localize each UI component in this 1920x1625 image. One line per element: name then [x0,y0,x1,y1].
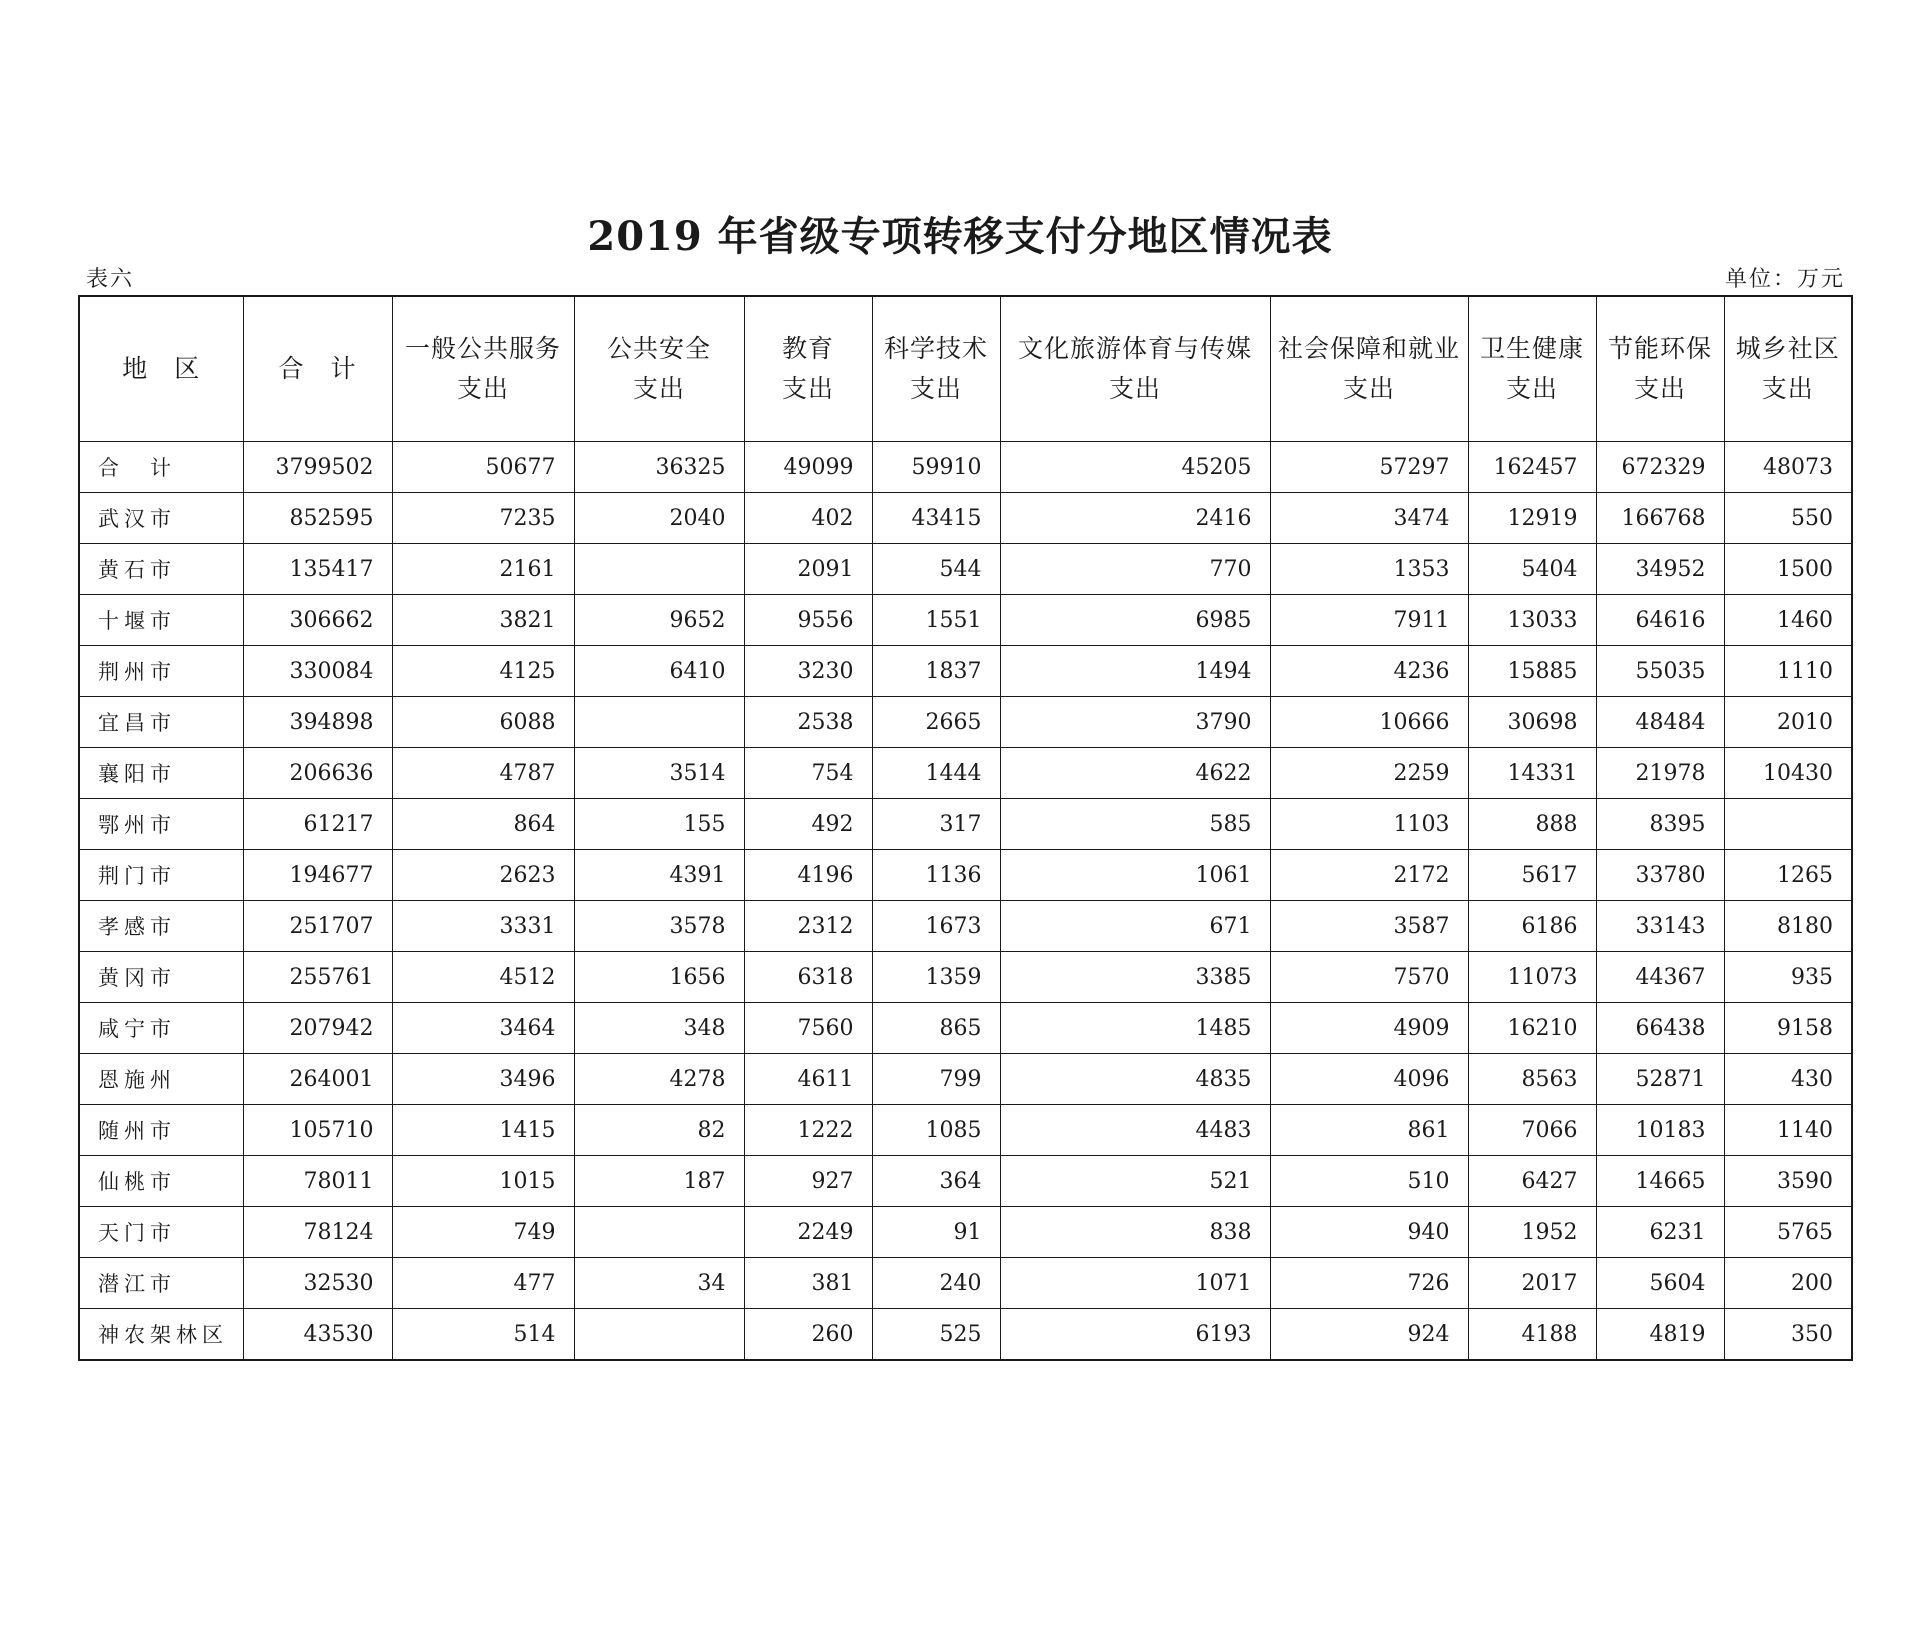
value-cell: 5617 [1468,850,1596,901]
value-cell: 3385 [1000,952,1270,1003]
value-cell: 11073 [1468,952,1596,1003]
value-cell: 4787 [392,748,574,799]
region-name-cell: 鄂州市 [79,799,243,850]
table-row [79,493,1852,544]
region-name-cell: 神农架林区 [79,1309,243,1361]
value-cell: 6985 [1000,595,1270,646]
value-cell: 7560 [744,1003,872,1054]
value-cell: 2623 [392,850,574,901]
value-cell: 50677 [392,442,574,493]
value-cell: 30698 [1468,697,1596,748]
column-header-line2: 支出 [1761,374,1814,403]
value-cell: 4835 [1000,1054,1270,1105]
value-cell: 7570 [1270,952,1468,1003]
value-cell: 521 [1000,1156,1270,1207]
value-cell: 4819 [1596,1309,1724,1361]
value-cell: 32530 [243,1258,392,1309]
value-cell: 1551 [872,595,1000,646]
value-cell: 6186 [1468,901,1596,952]
value-cell: 3514 [574,748,744,799]
value-cell: 4196 [744,850,872,901]
value-cell: 1460 [1724,595,1852,646]
value-cell: 264001 [243,1054,392,1105]
value-cell: 9158 [1724,1003,1852,1054]
column-header-line1: 合 计 [278,354,357,383]
value-cell: 33780 [1596,850,1724,901]
value-cell: 10183 [1596,1105,1724,1156]
value-cell: 2017 [1468,1258,1596,1309]
value-cell: 162457 [1468,442,1596,493]
value-cell: 1110 [1724,646,1852,697]
value-cell: 206636 [243,748,392,799]
value-cell [1724,799,1852,850]
column-header [1000,296,1270,442]
value-cell: 4236 [1270,646,1468,697]
value-cell: 1500 [1724,544,1852,595]
value-cell [574,697,744,748]
value-cell: 21978 [1596,748,1724,799]
value-cell: 330084 [243,646,392,697]
column-header [744,296,872,442]
value-cell: 9556 [744,595,872,646]
value-cell: 9652 [574,595,744,646]
value-cell: 251707 [243,901,392,952]
value-cell: 57297 [1270,442,1468,493]
value-cell: 6193 [1000,1309,1270,1361]
value-cell [574,1207,744,1258]
value-cell: 799 [872,1054,1000,1105]
value-cell: 48484 [1596,697,1724,748]
value-cell: 4391 [574,850,744,901]
value-cell [574,544,744,595]
value-cell: 33143 [1596,901,1724,952]
table-row [79,595,1852,646]
value-cell: 8395 [1596,799,1724,850]
value-cell: 78124 [243,1207,392,1258]
value-cell: 838 [1000,1207,1270,1258]
data-table [78,295,1853,1361]
value-cell: 514 [392,1309,574,1361]
column-header-line1: 节能环保 [1607,334,1712,363]
column-header-line2: 支出 [909,374,962,403]
table-row [79,1258,1852,1309]
value-cell: 49099 [744,442,872,493]
value-cell: 2172 [1270,850,1468,901]
value-cell: 1071 [1000,1258,1270,1309]
value-cell: 852595 [243,493,392,544]
table-row [79,442,1852,493]
table-row [79,799,1852,850]
value-cell: 1494 [1000,646,1270,697]
value-cell: 672329 [1596,442,1724,493]
region-name-cell: 咸宁市 [79,1003,243,1054]
value-cell: 2259 [1270,748,1468,799]
value-cell: 1265 [1724,850,1852,901]
table-row [79,1105,1852,1156]
table-row [79,952,1852,1003]
value-cell: 260 [744,1309,872,1361]
value-cell: 59910 [872,442,1000,493]
value-cell: 6231 [1596,1207,1724,1258]
value-cell: 2091 [744,544,872,595]
region-name-cell: 恩施州 [79,1054,243,1105]
region-name-cell: 黄冈市 [79,952,243,1003]
value-cell: 10430 [1724,748,1852,799]
value-cell: 61217 [243,799,392,850]
value-cell: 4096 [1270,1054,1468,1105]
value-cell: 1103 [1270,799,1468,850]
value-cell: 754 [744,748,872,799]
region-name-cell: 十堰市 [79,595,243,646]
value-cell: 348 [574,1003,744,1054]
value-cell: 187 [574,1156,744,1207]
value-cell: 4611 [744,1054,872,1105]
table-row [79,1003,1852,1054]
region-name-cell: 荆门市 [79,850,243,901]
table-header-row [79,296,1852,442]
value-cell: 3590 [1724,1156,1852,1207]
column-header-line1: 公共安全 [606,334,711,363]
value-cell: 2312 [744,901,872,952]
value-cell: 1061 [1000,850,1270,901]
region-name-cell: 黄石市 [79,544,243,595]
value-cell: 525 [872,1309,1000,1361]
value-cell: 105710 [243,1105,392,1156]
value-cell: 4622 [1000,748,1270,799]
table-row [79,901,1852,952]
value-cell: 1444 [872,748,1000,799]
value-cell: 4278 [574,1054,744,1105]
value-cell: 48073 [1724,442,1852,493]
value-cell: 3799502 [243,442,392,493]
value-cell: 240 [872,1258,1000,1309]
column-header-line2: 支出 [632,374,685,403]
region-name-cell: 襄阳市 [79,748,243,799]
value-cell: 861 [1270,1105,1468,1156]
column-header [872,296,1000,442]
table-row [79,544,1852,595]
value-cell: 194677 [243,850,392,901]
region-name-cell: 合 计 [79,442,243,493]
value-cell: 317 [872,799,1000,850]
value-cell: 66438 [1596,1003,1724,1054]
unit-label: 单位：万元 [1724,267,1845,292]
value-cell [574,1309,744,1361]
table-row [79,1054,1852,1105]
column-header-line2: 支出 [1633,374,1686,403]
value-cell: 1485 [1000,1003,1270,1054]
value-cell: 6427 [1468,1156,1596,1207]
value-cell: 82 [574,1105,744,1156]
value-cell: 2040 [574,493,744,544]
value-cell: 3230 [744,646,872,697]
value-cell: 3790 [1000,697,1270,748]
column-header [1468,296,1596,442]
value-cell: 4909 [1270,1003,1468,1054]
value-cell: 3578 [574,901,744,952]
value-cell: 36325 [574,442,744,493]
value-cell: 10666 [1270,697,1468,748]
region-name-cell: 天门市 [79,1207,243,1258]
value-cell: 430 [1724,1054,1852,1105]
value-cell: 940 [1270,1207,1468,1258]
value-cell: 13033 [1468,595,1596,646]
value-cell: 12919 [1468,493,1596,544]
value-cell: 2538 [744,697,872,748]
value-cell: 34952 [1596,544,1724,595]
value-cell: 2416 [1000,493,1270,544]
value-cell: 1085 [872,1105,1000,1156]
column-header-line1: 社会保障和就业 [1277,334,1460,363]
region-name-cell: 荆州市 [79,646,243,697]
page-title: 2019 年省级专项转移支付分地区情况表 [587,213,1333,260]
value-cell: 1837 [872,646,1000,697]
value-cell: 671 [1000,901,1270,952]
value-cell: 200 [1724,1258,1852,1309]
value-cell: 1656 [574,952,744,1003]
value-cell: 14331 [1468,748,1596,799]
table-label: 表六 [86,267,135,292]
table-row [79,1309,1852,1361]
value-cell: 3331 [392,901,574,952]
value-cell: 255761 [243,952,392,1003]
value-cell: 5404 [1468,544,1596,595]
column-header [243,296,392,442]
column-header-line2: 支出 [456,374,509,403]
value-cell: 52871 [1596,1054,1724,1105]
value-cell: 544 [872,544,1000,595]
column-header [1270,296,1468,442]
column-header [1596,296,1724,442]
value-cell: 585 [1000,799,1270,850]
value-cell: 1140 [1724,1105,1852,1156]
region-name-cell: 随州市 [79,1105,243,1156]
value-cell: 6410 [574,646,744,697]
value-cell: 3821 [392,595,574,646]
table-row [79,697,1852,748]
value-cell: 5765 [1724,1207,1852,1258]
value-cell: 14665 [1596,1156,1724,1207]
value-cell: 1136 [872,850,1000,901]
value-cell: 364 [872,1156,1000,1207]
value-cell: 4483 [1000,1105,1270,1156]
value-cell: 8563 [1468,1054,1596,1105]
value-cell: 1415 [392,1105,574,1156]
column-header-line1: 城乡社区 [1735,334,1840,363]
value-cell: 477 [392,1258,574,1309]
value-cell: 135417 [243,544,392,595]
table-row [79,850,1852,901]
table-body [79,442,1852,1361]
value-cell: 865 [872,1003,1000,1054]
table-row [79,1156,1852,1207]
value-cell: 924 [1270,1309,1468,1361]
value-cell: 1015 [392,1156,574,1207]
value-cell: 1222 [744,1105,872,1156]
value-cell: 8180 [1724,901,1852,952]
value-cell: 45205 [1000,442,1270,493]
value-cell: 550 [1724,493,1852,544]
value-cell: 155 [574,799,744,850]
value-cell: 4512 [392,952,574,1003]
table-row [79,748,1852,799]
value-cell: 1673 [872,901,1000,952]
region-name-cell: 宜昌市 [79,697,243,748]
table-row [79,1207,1852,1258]
value-cell: 43415 [872,493,1000,544]
value-cell: 2249 [744,1207,872,1258]
value-cell: 34 [574,1258,744,1309]
column-header-line1: 文化旅游体育与传媒 [1017,334,1252,363]
value-cell: 1359 [872,952,1000,1003]
value-cell: 927 [744,1156,872,1207]
value-cell: 6088 [392,697,574,748]
value-cell: 15885 [1468,646,1596,697]
value-cell: 381 [744,1258,872,1309]
column-header [574,296,744,442]
value-cell: 1353 [1270,544,1468,595]
value-cell: 55035 [1596,646,1724,697]
value-cell: 3587 [1270,901,1468,952]
column-header [1724,296,1852,442]
value-cell: 5604 [1596,1258,1724,1309]
value-cell: 864 [392,799,574,850]
value-cell: 4188 [1468,1309,1596,1361]
column-header-line1: 地 区 [122,354,201,383]
value-cell: 510 [1270,1156,1468,1207]
column-header-line2: 支出 [1505,374,1558,403]
column-header-line1: 教育 [781,334,834,363]
value-cell: 749 [392,1207,574,1258]
value-cell: 1952 [1468,1207,1596,1258]
value-cell: 78011 [243,1156,392,1207]
value-cell: 7235 [392,493,574,544]
value-cell: 402 [744,493,872,544]
region-name-cell: 潜江市 [79,1258,243,1309]
column-header-line1: 一般公共服务 [404,334,561,363]
value-cell: 726 [1270,1258,1468,1309]
value-cell: 16210 [1468,1003,1596,1054]
value-cell: 306662 [243,595,392,646]
value-cell: 2010 [1724,697,1852,748]
value-cell: 207942 [243,1003,392,1054]
value-cell: 492 [744,799,872,850]
column-header [79,296,243,442]
column-header-line1: 科学技术 [883,334,988,363]
column-header-line2: 支出 [1108,374,1161,403]
column-header-line2: 支出 [781,374,834,403]
table-row [79,646,1852,697]
region-name-cell: 孝感市 [79,901,243,952]
value-cell: 394898 [243,697,392,748]
value-cell: 6318 [744,952,872,1003]
column-header-line1: 卫生健康 [1479,334,1584,363]
column-header [392,296,574,442]
column-header-line2: 支出 [1342,374,1395,403]
value-cell: 3464 [392,1003,574,1054]
value-cell: 770 [1000,544,1270,595]
value-cell: 935 [1724,952,1852,1003]
value-cell: 3474 [1270,493,1468,544]
region-name-cell: 武汉市 [79,493,243,544]
value-cell: 4125 [392,646,574,697]
value-cell: 7911 [1270,595,1468,646]
value-cell: 64616 [1596,595,1724,646]
value-cell: 7066 [1468,1105,1596,1156]
value-cell: 43530 [243,1309,392,1361]
region-name-cell: 仙桃市 [79,1156,243,1207]
value-cell: 91 [872,1207,1000,1258]
value-cell: 2161 [392,544,574,595]
value-cell: 166768 [1596,493,1724,544]
value-cell: 888 [1468,799,1596,850]
value-cell: 3496 [392,1054,574,1105]
value-cell: 2665 [872,697,1000,748]
value-cell: 350 [1724,1309,1852,1361]
value-cell: 44367 [1596,952,1724,1003]
